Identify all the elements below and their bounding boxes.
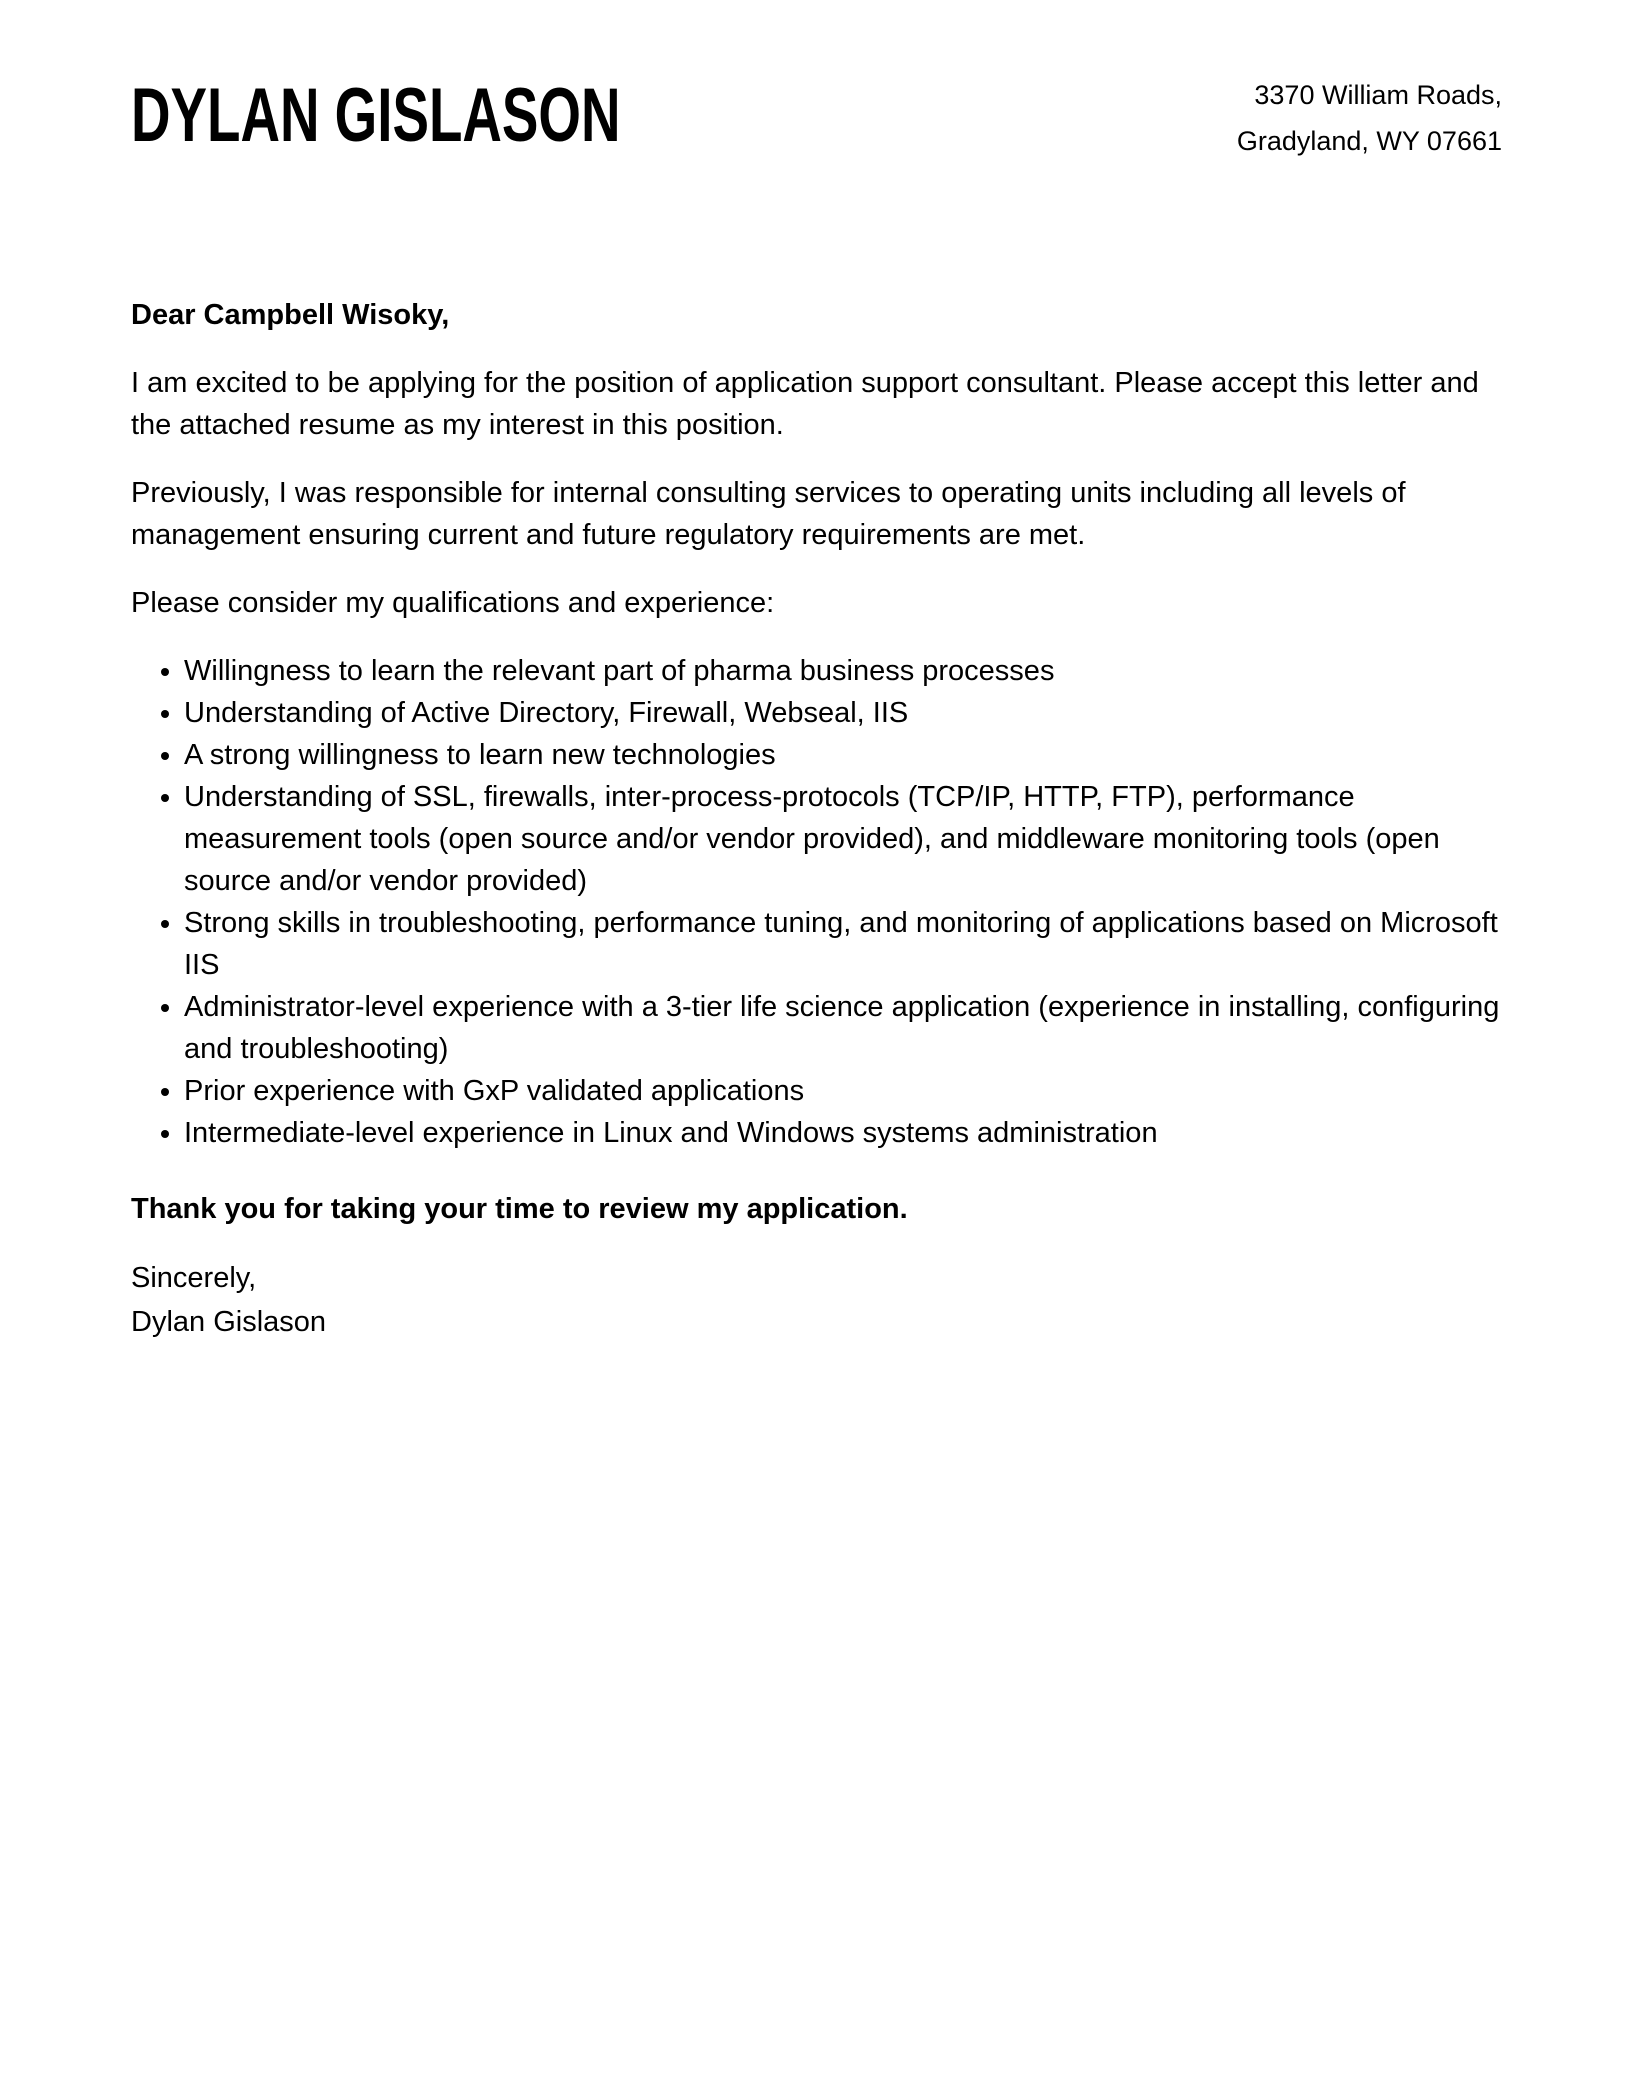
paragraph-experience: Previously, I was responsible for internal consulting services to operating units including all levels of management ensuring current and future regulatory requirements are met. <box>131 477 1406 551</box>
greeting: Dear Campbell Wisoky, <box>131 299 450 331</box>
list-item: • Understanding of SSL, firewalls, inter-process-protocols (TCP/IP, HTTP, FTP), performance measurement tools (open source and/or vendor provided), and middleware monitoring tools (open source and/or vendor provided) <box>184 776 1502 902</box>
paragraph-qualifications-lead: Please consider my qualifications and experience: <box>131 587 775 619</box>
list-item: • Willingness to learn the relevant part of pharma business processes <box>184 650 1502 692</box>
paragraph-intro: I am excited to be applying for the position of application support consultant. Please accept this letter and the attached resume as my interest in this position. <box>131 367 1479 441</box>
qualifications-list <box>131 650 1502 1154</box>
applicant-address <box>1237 72 1502 164</box>
signature-block <box>131 1256 1502 1344</box>
applicant-name <box>131 73 811 158</box>
address-line-1: 3370 William Roads, <box>1254 80 1502 110</box>
list-item: • A strong willingness to learn new technologies <box>184 734 1502 776</box>
list-item: • Intermediate-level experience in Linux and Windows systems administration <box>184 1112 1502 1154</box>
address-line-2: Gradyland, WY 07661 <box>1236 126 1502 156</box>
list-item: • Understanding of Active Directory, Firewall, Webseal, IIS <box>184 692 1502 734</box>
list-item: • Strong skills in troubleshooting, performance tuning, and monitoring of applications based on Microsoft IIS <box>184 902 1502 986</box>
list-item: • Administrator-level experience with a 3-tier life science application (experience in installing, configuring and troubleshooting) <box>184 986 1502 1070</box>
sign-off: Sincerely, <box>131 1262 257 1294</box>
letter-body <box>131 294 1502 1344</box>
closing-statement: Thank you for taking your time to review my application. <box>131 1193 908 1225</box>
applicant-name-text: DYLAN GISLASON <box>131 73 621 158</box>
list-item: • Prior experience with GxP validated applications <box>184 1070 1502 1112</box>
signature-name: Dylan Gislason <box>131 1306 327 1338</box>
letter-header <box>131 73 1502 164</box>
